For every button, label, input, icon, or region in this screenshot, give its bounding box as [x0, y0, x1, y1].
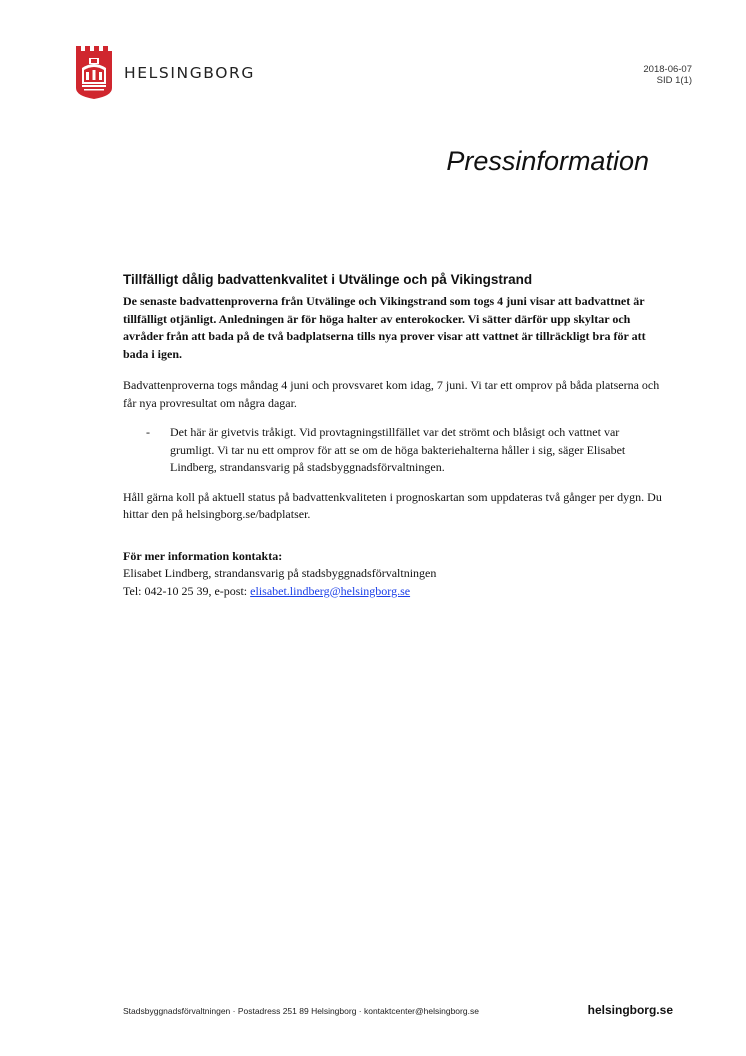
- contact-email-link[interactable]: elisabet.lindberg@helsingborg.se: [250, 583, 411, 598]
- helsingborg-logo: [74, 44, 274, 100]
- footer-address: Stadsbyggnadsförvaltningen · Postadress 251 89 Helsingborg · kontaktcenter@helsingborg.se: [123, 1006, 479, 1016]
- document-type: Pressinformation: [446, 146, 649, 176]
- quote-text: Det här är givetvis tråkigt. Vid provtagningstillfället var det strömt och blåsigt och vattnet var grumligt. Vi tar nu ett omprov för att se om de höga bakteriehalterna håller i sig, säger Elisabet Lindberg, strandansvarig på stadsbyggnadsförvaltningen.: [170, 425, 626, 474]
- contact-name: Elisabet Lindberg, strandansvarig på stadsbyggnadsförvaltningen: [123, 566, 437, 580]
- article-headline: Tillfälligt dålig badvattenkvalitet i Utvälinge och på Vikingstrand: [123, 272, 533, 287]
- article-paragraph-1: Badvattenproverna togs måndag 4 juni och provsvaret kom idag, 7 juni. Vi tar ett omprov på båda platserna och får nya provresultat om några dagar.: [123, 378, 660, 410]
- logo-wordmark: HELSINGBORG: [124, 64, 256, 82]
- article-quote: [123, 424, 663, 477]
- article-paragraph-2: Håll gärna koll på aktuell status på badvattenkvaliteten i prognoskartan som uppdateras två gånger per dygn. Du hittar den på helsingborg.se/badplatser.: [123, 489, 662, 521]
- article-body: [123, 272, 663, 600]
- document-date: 2018-06-07: [643, 64, 692, 75]
- footer-site: helsingborg.se: [587, 1003, 673, 1017]
- contact-heading: För mer information kontakta:: [123, 548, 283, 563]
- article-lede: De senaste badvattenproverna från Utvälinge och Vikingstrand som togs 4 juni visar att badvattnet är tillfälligt otjänligt. Anledningen är för höga halter av enterokocker. Vi sätter därför upp skyltar och avråder från att bada på de två badplatserna tills nya prover visar att vattnet är tillräckligt bra för att bada i igen.: [123, 294, 646, 361]
- quote-dash: -: [146, 425, 150, 439]
- contact-tel: Tel: 042-10 25 39, e-post:: [123, 583, 251, 598]
- contact-tel-line: [123, 583, 663, 601]
- helsingborg-crest-icon: [74, 44, 114, 100]
- page-number: SID 1(1): [656, 75, 692, 86]
- document-meta: [643, 64, 692, 86]
- contact-block: [123, 548, 663, 601]
